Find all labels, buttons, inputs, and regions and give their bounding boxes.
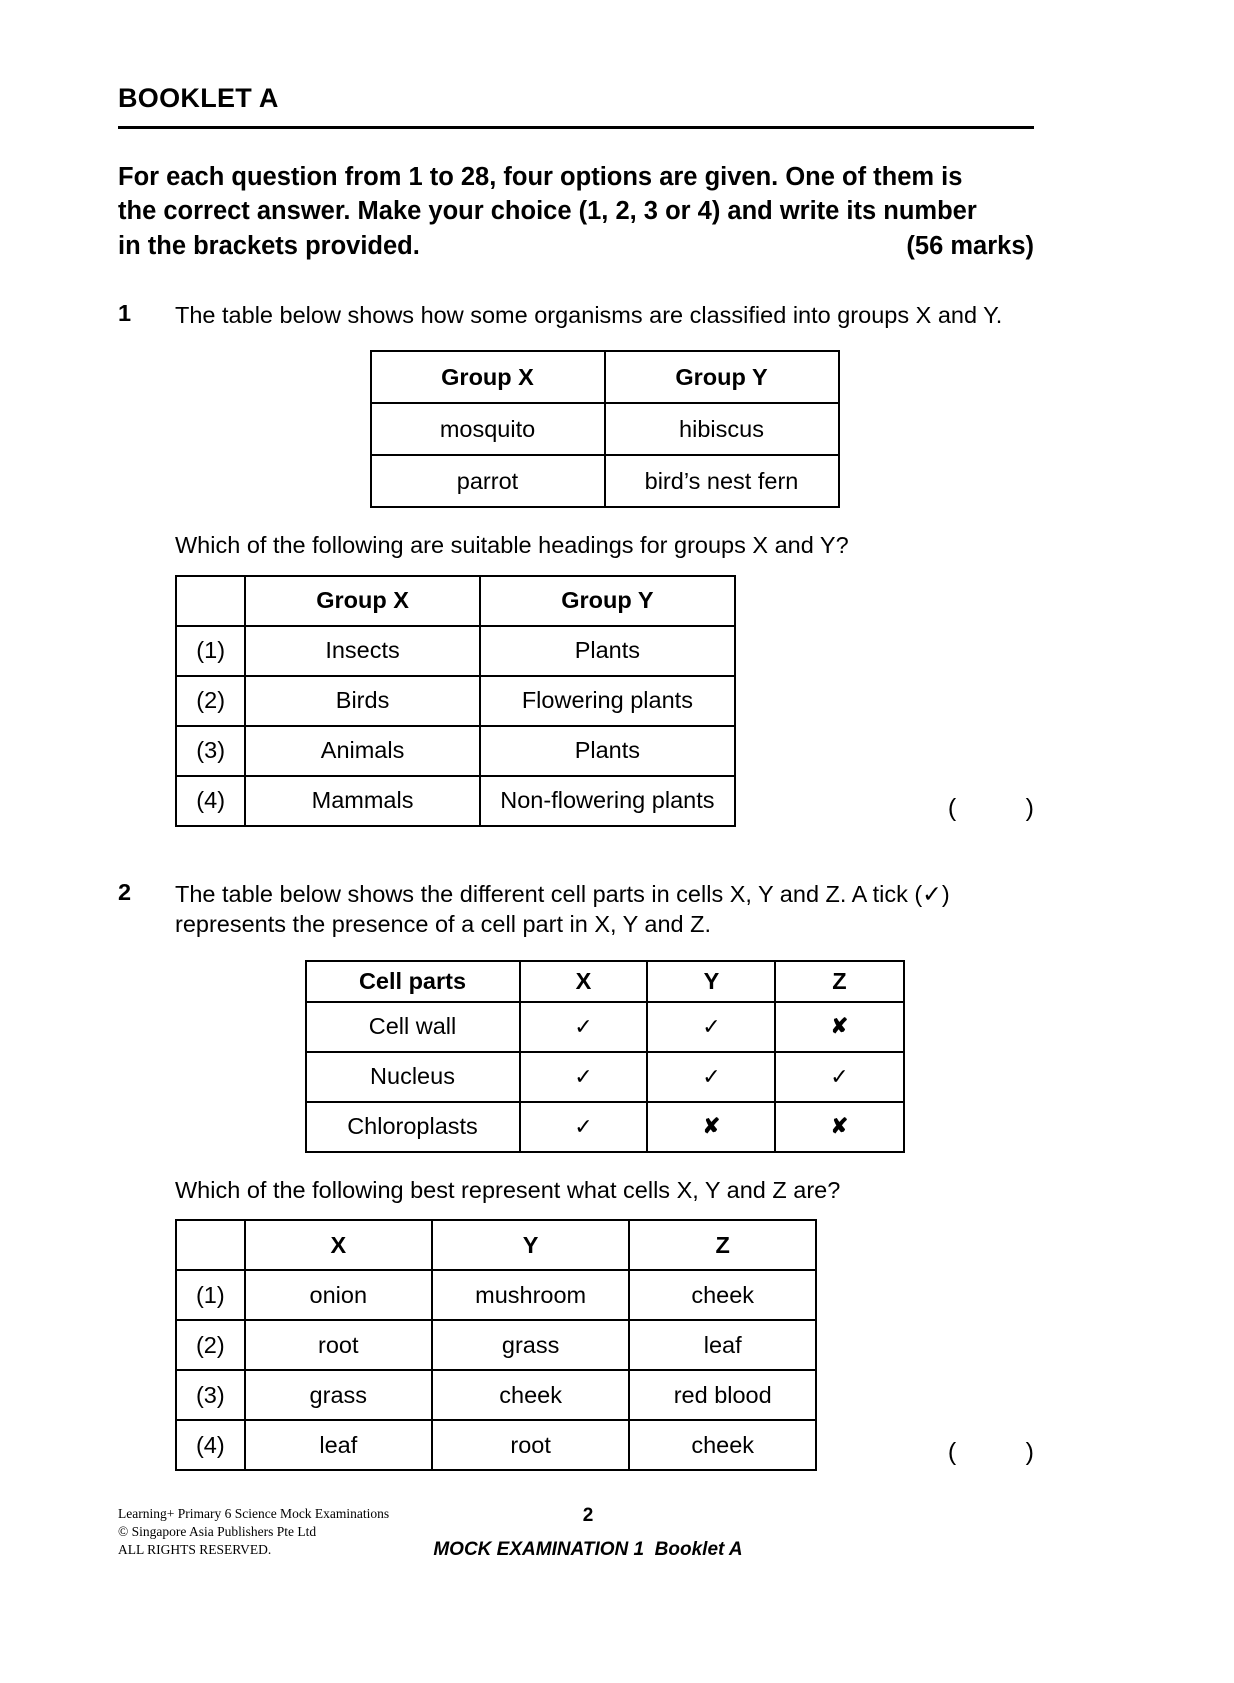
table-row [306,1102,904,1152]
question-1-stimulus-wrap [175,350,1034,508]
table-row [306,1052,904,1102]
page-footer [118,1505,1034,1575]
question-2 [118,879,1034,1472]
cross-icon: ✘ [647,1102,775,1152]
cell-part-name: Cell wall [306,1002,520,1052]
option-index: (1) [176,626,245,676]
table-header-row [176,576,735,626]
option-cell: cheek [629,1420,816,1470]
question-1-sub-question: Which of the following are suitable headings for groups X and Y? [175,532,849,559]
option-cell: Non-flowering plants [480,776,735,826]
option-row-3[interactable] [176,1370,816,1420]
option-cell: onion [245,1270,432,1320]
total-marks: (56 marks) [906,232,1034,261]
tick-icon: ✓ [520,1002,648,1052]
table-row [371,455,839,507]
question-1-options-table [175,575,736,827]
option-row-2[interactable] [176,1320,816,1370]
option-row-2[interactable] [176,676,735,726]
column-header-x: X [245,1220,432,1270]
option-cell: Plants [480,726,735,776]
instructions-line-2: the correct answer. Make your choice (1, 2, 3 or 4) and write its number [118,197,977,226]
footer-exam-label [142,1539,1034,1561]
tick-icon: ✓ [520,1102,648,1152]
option-row-4[interactable] [176,1420,816,1470]
tick-icon: ✓ [647,1002,775,1052]
column-header-index [176,576,245,626]
instructions-line-1: For each question from 1 to 28, four options are given. One of them is [118,162,963,191]
column-header-group-x: Group X [371,351,605,403]
option-index: (3) [176,726,245,776]
option-cell: grass [245,1370,432,1420]
booklet-name: Booklet A [654,1539,743,1560]
table-cell: mosquito [371,403,605,455]
option-index: (4) [176,1420,245,1470]
table-header-row [176,1220,816,1270]
question-2-sub-question: Which of the following best represent what cells X, Y and Z are? [175,1176,841,1203]
column-header-group-y: Group Y [480,576,735,626]
footer-spacer [644,1539,655,1560]
header-divider [118,126,1034,129]
table-cell: hibiscus [605,403,839,455]
option-cell: cheek [432,1370,630,1420]
option-cell: Animals [245,726,479,776]
column-header-group-y: Group Y [605,351,839,403]
question-1 [118,300,1034,827]
cell-part-name: Nucleus [306,1052,520,1102]
footer-publisher-line: © Singapore Asia Publishers Pte Ltd [118,1523,317,1539]
table-row [371,403,839,455]
page-content [118,84,1034,1471]
footer-center-block [118,1505,1034,1561]
question-2-body [175,879,1034,1472]
option-cell: mushroom [432,1270,630,1320]
table-row [306,1002,904,1052]
option-index: (4) [176,776,245,826]
option-row-3[interactable] [176,726,735,776]
cross-icon: ✘ [775,1102,903,1152]
option-cell: Plants [480,626,735,676]
instructions-line-3-row [118,229,1034,264]
question-1-answer-bracket[interactable]: ( ) [947,793,1034,822]
column-header-index [176,1220,245,1270]
tick-icon: ✓ [647,1052,775,1102]
question-2-stimulus-table [305,960,905,1153]
option-cell: root [245,1320,432,1370]
question-1-number: 1 [118,299,132,326]
question-2-number: 2 [118,878,132,905]
option-cell: grass [432,1320,630,1370]
tick-icon: ✓ [520,1052,648,1102]
question-2-stem-line-1: The table below shows the different cell parts in cells X, Y and Z. A tick (✓) [175,880,950,907]
column-header-group-x: Group X [245,576,479,626]
option-cell: leaf [245,1420,432,1470]
question-1-stimulus-table [370,350,840,508]
question-2-options-wrap [175,1219,1034,1471]
question-2-stem-line-2: represents the presence of a cell part in X, Y and Z. [175,911,712,938]
tick-icon: ✓ [775,1052,903,1102]
option-cell: Insects [245,626,479,676]
option-index: (1) [176,1270,245,1320]
instructions-block [118,160,1034,264]
footer-rights-line: ALL RIGHTS RESERVED. [118,1541,272,1557]
option-index: (2) [176,1320,245,1370]
page-number: 2 [582,1505,594,1526]
table-header-row [306,961,904,1002]
column-header-y: Y [647,961,775,1002]
column-header-cell-parts: Cell parts [306,961,520,1002]
column-header-z: Z [775,961,903,1002]
option-cell: Birds [245,676,479,726]
question-1-stem: The table below shows how some organisms are classified into groups X and Y. [175,301,1003,328]
question-2-options-table [175,1219,817,1471]
option-cell: Mammals [245,776,479,826]
question-2-answer-bracket[interactable]: ( ) [947,1438,1034,1467]
option-cell: red blood [629,1370,816,1420]
question-1-body [175,300,1034,827]
option-cell: Flowering plants [480,676,735,726]
option-index: (3) [176,1370,245,1420]
option-row-1[interactable] [176,626,735,676]
table-cell: parrot [371,455,605,507]
footer-publication-line: Learning+ Primary 6 Science Mock Examinations [118,1506,390,1521]
table-cell: bird’s nest fern [605,455,839,507]
page-title: BOOKLET A [118,83,279,113]
option-cell: cheek [629,1270,816,1320]
option-cell: root [432,1420,630,1470]
exam-name: MOCK EXAMINATION 1 [433,1539,645,1560]
question-1-options-wrap [175,575,1034,827]
column-header-y: Y [432,1220,630,1270]
option-index: (2) [176,676,245,726]
cross-icon: ✘ [775,1002,903,1052]
table-header-row [371,351,839,403]
option-row-1[interactable] [176,1270,816,1320]
option-cell: leaf [629,1320,816,1370]
option-row-4[interactable] [176,776,735,826]
question-2-stimulus-wrap [175,960,1034,1153]
column-header-z: Z [629,1220,816,1270]
column-header-x: X [520,961,648,1002]
instructions-line-3: in the brackets provided. [118,232,420,261]
cell-part-name: Chloroplasts [306,1102,520,1152]
